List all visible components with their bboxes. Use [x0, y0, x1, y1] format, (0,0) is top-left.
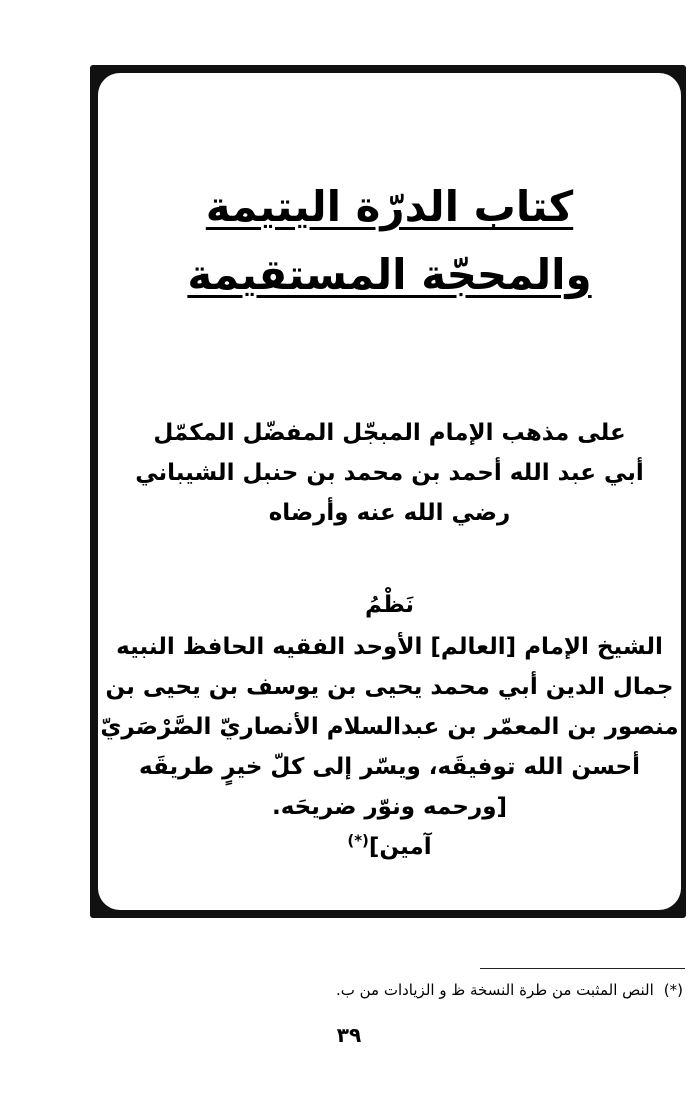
footnote-text: النص المثبت من طرة النسخة ظ و الزيادات من ب.	[335, 981, 654, 999]
author-line-3: منصور بن المعمّر بن عبدالسلام الأنصاريّ الصَّرْصَريّ	[100, 714, 679, 740]
madhab-line-3: رضي الله عنه وأرضاه	[268, 500, 511, 526]
madhab-statement	[98, 413, 681, 533]
author-line-4: أحسن الله توفيقَه، ويسّر إلى كلّ خيرٍ طريقَه	[139, 754, 640, 780]
madhab-line-2: أبي عبد الله أحمد بن محمد بن حنبل الشيباني	[135, 460, 644, 486]
author-line-2: جمال الدين أبي محمد يحيى بن يوسف بن يحيى بن	[105, 674, 674, 700]
book-title-line-2: والمحجّة المستقيمة	[187, 250, 592, 299]
footnote-reference: (*)	[347, 831, 369, 850]
author-line-1: الشيخ الإمام [العالم] الأوحد الفقيه الحافظ النبيه	[116, 634, 663, 660]
footnote-marker: (*)	[663, 981, 683, 999]
page-number: ٣٩	[336, 1023, 362, 1047]
footnote-divider	[480, 968, 685, 969]
author-line-6	[98, 827, 681, 867]
nazm-heading: نَظْمُ	[364, 592, 415, 618]
author-line-5: [ورحمه ونوّر ضريحَه.	[271, 794, 508, 820]
title-page-frame	[90, 65, 686, 918]
author-statement	[98, 585, 681, 867]
title-page-frame-inner	[98, 73, 681, 910]
amen-text: آمين]	[368, 834, 432, 860]
madhab-line-1: على مذهب الإمام المبجّل المفضّل المكمّل	[153, 420, 626, 446]
book-title	[98, 173, 681, 309]
footnote	[336, 978, 683, 1002]
book-title-line-1: كتاب الدرّة اليتيمة	[205, 182, 574, 231]
